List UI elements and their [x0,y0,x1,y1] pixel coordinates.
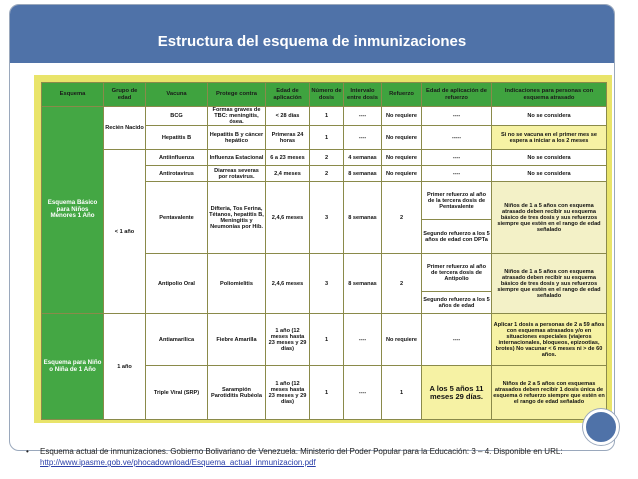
col-header-esquema: Esquema [42,83,104,107]
cell-indicaciones: Niños de 1 a 5 años con esquema atrasado deben recibir su esquema básico de tres dosis y sus refuerzos siempre que estén en el rango de edad señalado [492,254,607,314]
col-header-dosis: Número de dosis [310,83,344,107]
cell-indicaciones: No se considera [492,150,607,166]
cell-dosis: 1 [310,314,344,366]
cell-dosis: 2 [310,150,344,166]
cell-edad: 6 a 23 meses [266,150,310,166]
cell-refuerzo: 2 [382,254,422,314]
cell-edad-refuerzo: A los 5 años 11 meses 29 días. [422,366,492,420]
cell-protege: Influenza Estacional [208,150,266,166]
grupo-1-ano: 1 año [104,314,146,420]
cell-protege: Difteria, Tos Ferina, Tétanos, hepatitis B, Meningitis y Neumonías por Hib. [208,182,266,254]
cell-protege: Fiebre Amarilla [208,314,266,366]
cell-dosis: 3 [310,182,344,254]
slide-frame [9,4,615,451]
col-header-edad-refuerzo: Edad de aplicación de refuerzo [422,83,492,107]
cell-edad-refuerzo-2: Segundo refuerzo a los 5 años de edad [422,292,492,314]
cell-indicaciones: Aplicar 1 dosis a personas de 2 a 59 años con esquemas atrasados y/o en situaciones especiales (viajeros internacionales, bloqueos, epizootias, brotes) No vacunar < 6 meses ni > de 60 años. [492,314,607,366]
immunization-table-container [34,75,612,423]
table-row-antiinfluenza [42,150,607,166]
cell-indicaciones: Si no se vacuna en el primer mes se espera a iniciar a los 2 meses [492,126,607,150]
cell-edad-refuerzo: ----- [422,126,492,150]
cell-edad: 2,4,6 meses [266,182,310,254]
col-header-refuerzo: Refuerzo [382,83,422,107]
cell-vacuna: Antiinfluenza [146,150,208,166]
cell-edad: 2,4 meses [266,166,310,182]
cell-refuerzo: No requiere [382,126,422,150]
cell-vacuna: Hepatitis B [146,126,208,150]
grupo-recien-nacido: Recién Nacido [104,107,146,150]
table-row-bcg [42,107,607,126]
cell-refuerzo: No requiere [382,150,422,166]
col-header-vacuna: Vacuna [146,83,208,107]
cell-protege: Formas graves de TBC: meningitis, ósea. [208,107,266,126]
cell-edad-refuerzo: ---- [422,166,492,182]
cell-intervalo: 4 semanas [344,150,382,166]
cell-vacuna: Pentavalente [146,182,208,254]
cell-vacuna: Triple Viral (SRP) [146,366,208,420]
cell-edad-refuerzo: ---- [422,314,492,366]
cell-protege: Sarampión Parotiditis Rubéola [208,366,266,420]
cell-dosis: 2 [310,166,344,182]
cell-intervalo: ---- [344,107,382,126]
cell-edad-refuerzo-1: Primer refuerzo al año de tercera dosis de Antipolio [422,254,492,292]
cell-intervalo: ---- [344,314,382,366]
slide-number-circle [583,409,619,445]
cell-refuerzo: No requiere [382,314,422,366]
esquema-basico-cell: Esquema Básico para Niños Menores 1 Año [42,107,104,314]
col-header-protege: Protege contra [208,83,266,107]
cell-edad: Primeras 24 horas [266,126,310,150]
footer-url-link[interactable]: http://www.ipasme.gob.ve/phocadownload/Esquema_actual_inmunizacion.pdf [40,458,316,467]
cell-dosis: 3 [310,254,344,314]
cell-dosis: 1 [310,366,344,420]
cell-protege: Hepatitis B y cáncer hepático [208,126,266,150]
cell-indicaciones: No se considera [492,166,607,182]
cell-vacuna: Antirotavirus [146,166,208,182]
cell-intervalo: 8 semanas [344,254,382,314]
cell-intervalo: 8 semanas [344,166,382,182]
cell-dosis: 1 [310,107,344,126]
table-header-row [42,83,607,107]
esquema-1-ano-cell: Esquema para Niño o Niña de 1 Año [42,314,104,420]
cell-indicaciones: No se considera [492,107,607,126]
cell-refuerzo: No requiere [382,107,422,126]
grupo-menor-1-ano: < 1 año [104,150,146,314]
cell-refuerzo: No requiere [382,166,422,182]
cell-edad-refuerzo: ---- [422,107,492,126]
cell-indicaciones: Niños de 2 a 5 años con esquemas atrasados deben recibir 1 dosis única de esquema ó refuerzo siempre que estén en el rango de edad señalado [492,366,607,420]
cell-edad: 2,4,6 meses [266,254,310,314]
cell-edad-refuerzo-1: Primer refuerzo al año de la tercera dosis de Pentavalente [422,182,492,220]
cell-dosis: 1 [310,126,344,150]
cell-vacuna: BCG [146,107,208,126]
immunization-table [41,82,607,420]
footer-reference [28,446,624,468]
cell-edad: 1 año (12 meses hasta 23 meses y 29 días) [266,314,310,366]
title-bar [10,5,614,63]
cell-vacuna: Antipolio Oral [146,254,208,314]
cell-edad: 1 año (12 meses hasta 23 meses y 29 días) [266,366,310,420]
cell-protege: Poliomielitis [208,254,266,314]
cell-protege: Diarreas severas por rotavirus. [208,166,266,182]
table-row-antiamarilica [42,314,607,366]
cell-intervalo: 8 semanas [344,182,382,254]
col-header-edad: Edad de aplicación [266,83,310,107]
cell-edad-refuerzo-2: Segundo refuerzo a los 5 años de edad con DPTa [422,220,492,254]
cell-edad: < 28 días [266,107,310,126]
footer-text-block [40,446,624,468]
footer-citation: Esquema actual de inmunizaciones. Gobierno Bolivariano de Venezuela. Ministerio del Poder Popular para la Educación: 3 – 4. Disponible en URL: [40,447,563,456]
slide-title: Estructura del esquema de inmunizaciones [157,33,467,50]
cell-indicaciones: Niños de 1 a 5 años con esquema atrasado deben recibir su esquema básico de tres dosis y sus refuerzos siempre que estén en el rango de edad señalado [492,182,607,254]
cell-edad-refuerzo: ---- [422,150,492,166]
cell-refuerzo: 2 [382,182,422,254]
col-header-intervalo: Intervalo entre dosis [344,83,382,107]
bullet-icon: • [26,447,29,456]
cell-refuerzo: 1 [382,366,422,420]
col-header-grupo: Grupo de edad [104,83,146,107]
cell-vacuna: Antiamarílica [146,314,208,366]
col-header-indicaciones: Indicaciones para personas con esquema atrasado [492,83,607,107]
cell-intervalo: ---- [344,126,382,150]
cell-intervalo: ---- [344,366,382,420]
